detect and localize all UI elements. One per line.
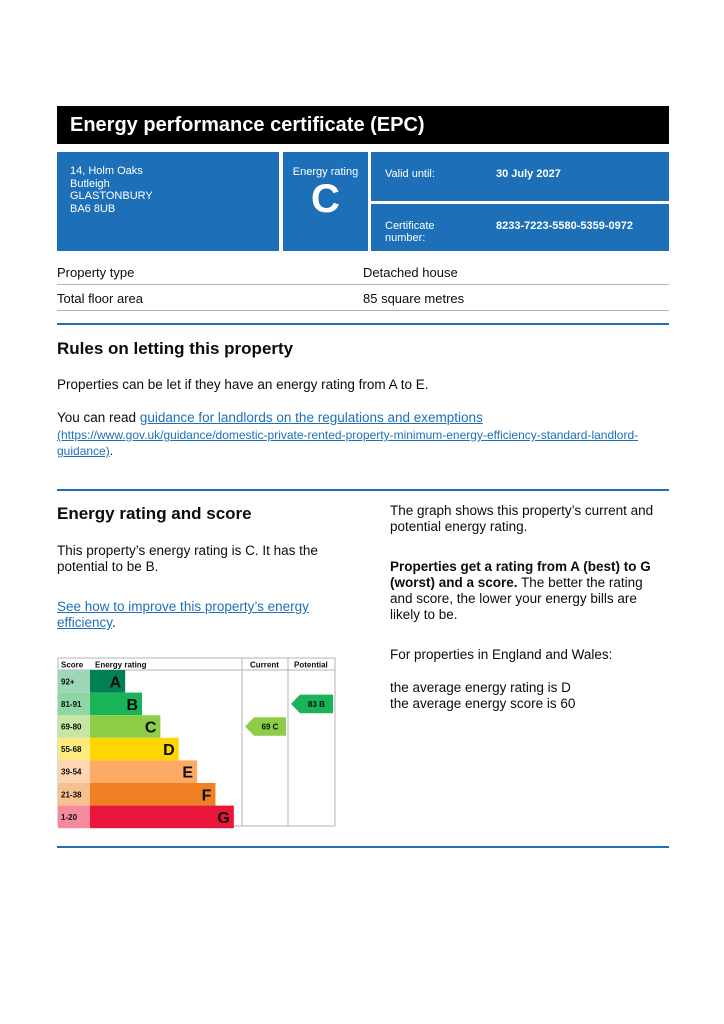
property-type-label: Property type xyxy=(57,265,135,280)
certificate-number: 8233-7223-5580-5359-0972 xyxy=(496,220,634,232)
validity-box xyxy=(371,152,669,201)
band-score-label-e: 39-54 xyxy=(61,767,82,777)
page-title: Energy performance certificate (EPC) xyxy=(57,106,669,144)
chart-header-1: Energy rating xyxy=(95,660,147,670)
address-line: Butleigh xyxy=(70,177,110,190)
letting-guidance xyxy=(57,410,669,426)
band-bar-f xyxy=(90,783,215,806)
band-score-label-c: 69-80 xyxy=(61,722,82,732)
address-line: GLASTONBURY xyxy=(70,190,153,202)
band-bar-g xyxy=(90,806,234,829)
property-type-row xyxy=(57,259,669,285)
band-score-label-d: 55-68 xyxy=(61,745,82,755)
current-rating-label: 69 C xyxy=(261,722,279,732)
energy-rating-value: C xyxy=(311,177,340,221)
region-text: For properties in England and Wales: xyxy=(390,647,613,662)
potential-rating-label: 83 B xyxy=(308,699,325,709)
band-letter-d: D xyxy=(163,742,175,760)
guidance-period: . xyxy=(109,444,114,458)
certificate-box xyxy=(371,204,669,251)
guidance-url-link[interactable]: (https://www.gov.uk/guidance/domestic-private-rented-property-minimum-energy-efficiency-standard-landlord- xyxy=(57,428,639,442)
band-score-label-a: 92+ xyxy=(61,677,75,687)
section-divider xyxy=(57,489,669,491)
epc-chart xyxy=(57,657,337,829)
graph-description: The graph shows this property’s current and potential energy rating. xyxy=(390,503,654,534)
property-type-value: Detached house xyxy=(363,265,458,280)
valid-until-label: Valid until: xyxy=(385,168,435,180)
certificate-label-1: Certificate xyxy=(385,220,435,232)
epc-chart-svg xyxy=(57,657,337,829)
certificate-label-2: number: xyxy=(385,232,426,244)
letting-heading: Rules on letting this property xyxy=(57,339,294,358)
rating-explanation-bold: Properties get a rating from A (best) to G (worst) and a score. xyxy=(390,559,651,590)
average-score: the average energy score is 60 xyxy=(390,696,576,711)
energy-rating-label: Energy rating xyxy=(292,166,359,178)
band-letter-a: A xyxy=(109,674,122,692)
improve-link-block xyxy=(57,599,327,631)
letting-paragraph: Properties can be let if they have an energy rating from A to E. xyxy=(57,377,429,392)
guidance-url xyxy=(57,427,669,443)
floor-area-label: Total floor area xyxy=(57,291,143,306)
address-line: BA6 8UB xyxy=(70,202,116,215)
chart-header-3: Potential xyxy=(294,660,328,670)
improve-link-line2: efficiency xyxy=(57,615,113,630)
band-letter-e: E xyxy=(182,764,194,782)
floor-area-value: 85 square metres xyxy=(363,291,465,306)
guidance-link[interactable]: guidance for landlords on the regulations and exemptions xyxy=(139,410,483,425)
address-line: 14, Holm Oaks xyxy=(70,165,143,177)
band-letter-f: F xyxy=(201,787,212,805)
improve-link-period: . xyxy=(112,615,116,630)
band-letter-c: C xyxy=(144,719,157,737)
guidance-prefix: You can read xyxy=(57,410,140,425)
band-score-label-g: 1-20 xyxy=(61,812,78,822)
section-divider xyxy=(57,323,669,325)
valid-until-value: 30 July 2027 xyxy=(496,168,561,180)
average-rating: the average energy rating is D xyxy=(390,680,571,695)
band-letter-g: G xyxy=(217,809,230,827)
band-bar-e xyxy=(90,760,197,783)
band-letter-b: B xyxy=(126,696,139,714)
improve-efficiency-link[interactable] xyxy=(57,599,309,630)
rating-explanation xyxy=(390,559,668,623)
score-paragraph: This property’s energy rating is C. It has the potential to be B. xyxy=(57,543,318,574)
section-divider xyxy=(57,846,669,848)
band-score-label-b: 81-91 xyxy=(61,699,82,709)
address-block xyxy=(57,152,279,251)
chart-header-2: Current xyxy=(250,660,279,670)
floor-area-row xyxy=(57,285,669,311)
guidance-url-end xyxy=(57,443,113,459)
rating-explanation-rest: The better the rating and score, the lower your energy bills are likely to be. xyxy=(390,575,643,622)
band-score-label-f: 21-38 xyxy=(61,790,82,800)
improve-link-line1: See how to improve this property’s energy xyxy=(57,599,309,614)
score-heading: Energy rating and score xyxy=(57,504,252,523)
energy-rating-box xyxy=(283,152,368,251)
chart-header-0: Score xyxy=(61,660,84,670)
guidance-url-link-end[interactable]: guidance) xyxy=(57,444,110,458)
